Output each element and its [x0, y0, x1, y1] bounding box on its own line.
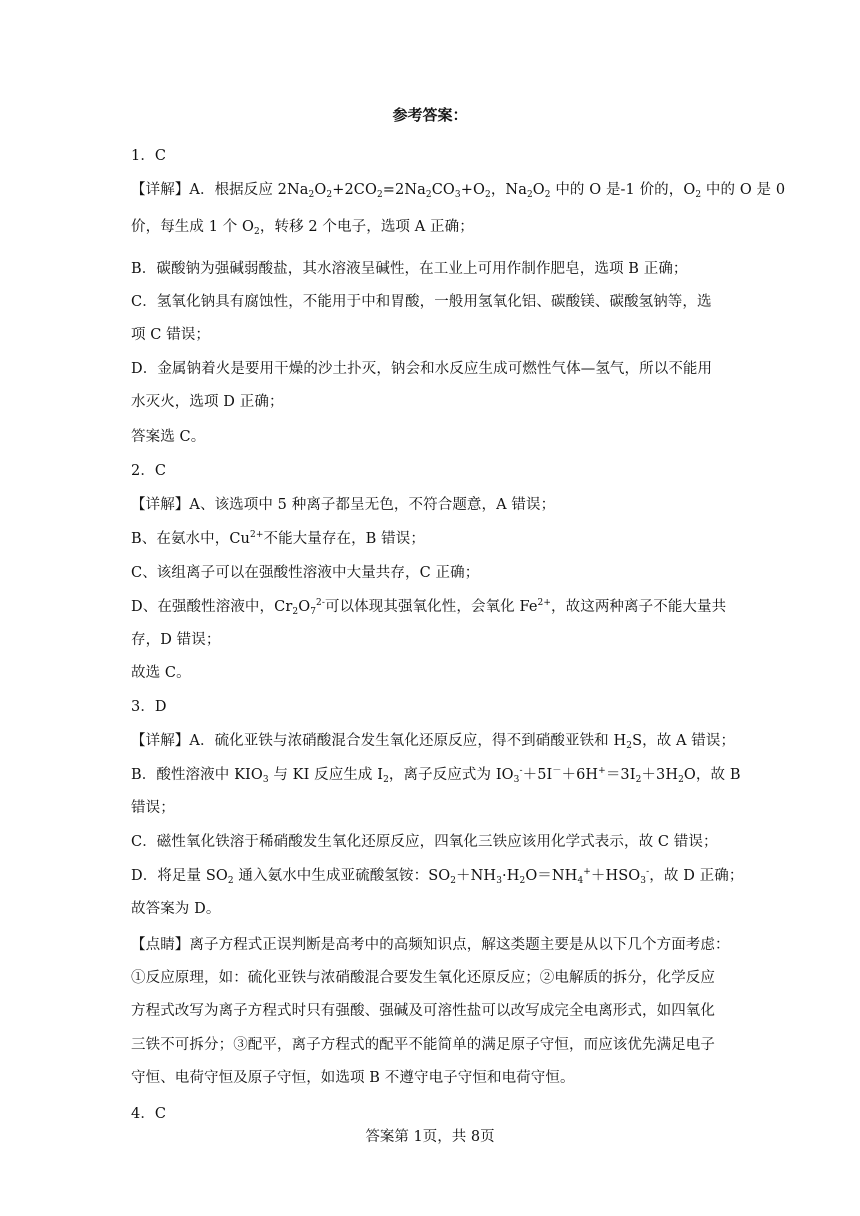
- text-line: C．磁性氧化铁溶于稀硝酸发生氧化还原反应，四氧化三铁应该用化学式表示，故 C 错误；: [131, 834, 718, 850]
- text-line: 4．C: [131, 1106, 167, 1122]
- text-line: B、在氨水中，$Cu^{2+}$不能大量存在，B 错误；: [131, 530, 425, 547]
- text-line: C．氢氧化钠具有腐蚀性，不能用于中和胃酸，一般用氢氧化铝、碳酸镁、碳酸氢钠等，选: [131, 294, 712, 310]
- text-line: 三铁不可拆分；③配平，离子方程式的配平不能简单的满足原子守恒，而应该优先满足电子: [131, 1037, 715, 1053]
- text-line: 方程式改写为离子方程式时只有强酸、强碱及可溶性盐可以改写成完全电离形式，如四氧化: [131, 1003, 715, 1019]
- text-line: 【详解】A．硫化亚铁与浓硝酸混合发生氧化还原反应，得不到硝酸亚铁和 $H_2S$，故 A 错误；: [131, 733, 736, 751]
- text-line: 故选 C。: [131, 665, 191, 681]
- text-line: D．金属钠着火是要用干燥的沙土扑灭，钠会和水反应生成可燃性气体—氢气，所以不能用: [131, 361, 713, 377]
- text-line: 项 C 错误；: [131, 327, 211, 343]
- text-line: D．将足量 $SO_2$ 通入氨水中生成亚硫酸氢铵：$SO_2+NH_3\cdot H_2O=NH_4^++HSO_3^-$，故 D 正确；: [131, 867, 744, 886]
- text-line: 答案选 C。: [131, 429, 206, 445]
- text-line: 故答案为 D。: [131, 901, 221, 917]
- text-line: 【详解】A、该选项中 5 种离子都呈无色，不符合题意，A 错误；: [131, 497, 556, 513]
- text-line: 1．C: [131, 148, 167, 164]
- text-line: 【点睛】离子方程式正误判断是高考中的高频知识点，解这类题主要是从以下几个方面考虑：: [131, 937, 730, 953]
- text-line: D、在强酸性溶液中，$Cr_2O_7^{2-}$可以体现其强氧化性，会氧化 $Fe^{2+}$，故这两种离子不能大量共: [131, 598, 727, 617]
- text-line: 2．C: [131, 463, 167, 479]
- text-line: 存，D 错误；: [131, 632, 221, 648]
- text-line: 【详解】A．根据反应 $2Na_2O_2+2CO_2=2Na_2CO_3+O_2$，$Na_2O_2$ 中的 O 是-1 价的，$O_2$ 中的 O 是 0: [131, 182, 786, 200]
- text-line: B．碳酸钠为强碱弱酸盐，其水溶液呈碱性，在工业上可用作制作肥皂，选项 B 正确；: [131, 261, 688, 277]
- text-line: 水灭火，选项 D 正确；: [131, 394, 284, 410]
- text-line: ①反应原理，如：硫化亚铁与浓硝酸混合要发生氧化还原反应；②电解质的拆分，化学反应: [131, 970, 715, 986]
- text-line: 守恒、电荷守恒及原子守恒，如选项 B 不遵守电子守恒和电荷守恒。: [131, 1070, 575, 1086]
- text-line: 3．D: [131, 699, 167, 715]
- page-footer: 答案第 1页，共 8页: [365, 1129, 495, 1145]
- text-line: B．酸性溶液中 $KIO_3$ 与 KI 反应生成 $I_2$，离子反应式为 $IO_3^-+5I^-+6H^+=3I_2+3H_2O$，故 B: [131, 766, 741, 785]
- text-line: 价，每生成 1 个 $O_2$，转移 2 个电子，选项 A 正确；: [131, 219, 474, 237]
- text-line: 错误；: [131, 800, 175, 816]
- page-title: 参考答案：: [392, 106, 468, 124]
- text-line: C、该组离子可以在强酸性溶液中大量共存，C 正确；: [131, 565, 480, 581]
